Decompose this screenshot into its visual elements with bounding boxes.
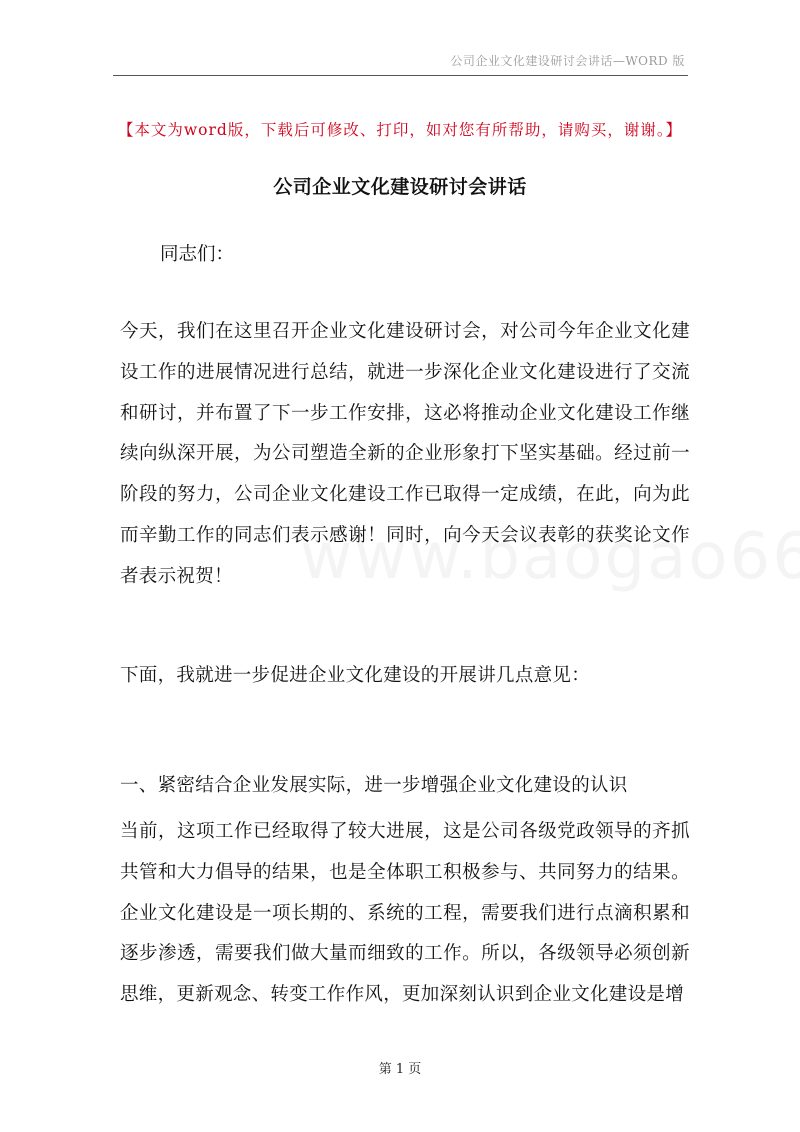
salutation: 同志们： bbox=[160, 244, 235, 265]
paragraph-section-one-body: 当前，这项工作已经取得了较大进展，这是公司各级党政领导的齐抓共管和大力倡导的结果，也是全体职工积极参与、共同努力的结果。企业文化建设是一项长期的、系统的工程，需要我们进行点滴积累和逐步渗透，需要我们做大量而细致的工作。所以，各级领导必须创新思维，更新观念、转变工作作风，更加深刻认识到企业文化建设是增 bbox=[120, 821, 690, 1006]
paragraph-intro-points: 下面，我就进一步促进企业文化建设的开展讲几点意见： bbox=[120, 665, 591, 686]
document-title: 公司企业文化建设研讨会讲话 bbox=[273, 176, 527, 198]
page-number: 第 1 页 bbox=[378, 1062, 422, 1077]
section-heading-one: 一、紧密结合企业发展实际，进一步增强企业文化建设的认识 bbox=[120, 775, 628, 796]
header-rule bbox=[113, 75, 688, 76]
running-header: 公司企业文化建设研讨会讲话—WORD 版 bbox=[450, 54, 685, 68]
paragraph-opening: 今天，我们在这里召开企业文化建设研讨会，对公司今年企业文化建设工作的进展情况进行总结，就进一步深化企业文化建设进行了交流和研讨，并布置了下一步工作安排，这必将推动企业文化建设工作继续向纵深开展，为公司塑造全新的企业形象打下坚实基础。经过前一阶段的努力，公司企业文化建设工作已取得一定成绩，在此，向为此而辛勤工作的同志们表示感谢！同时，向今天会议表彰的获奖论文作者表示祝贺！ bbox=[120, 321, 690, 587]
download-notice: 【本文为word版，下载后可修改、打印，如对您有所帮助，请购买，谢谢。】 bbox=[117, 121, 683, 139]
